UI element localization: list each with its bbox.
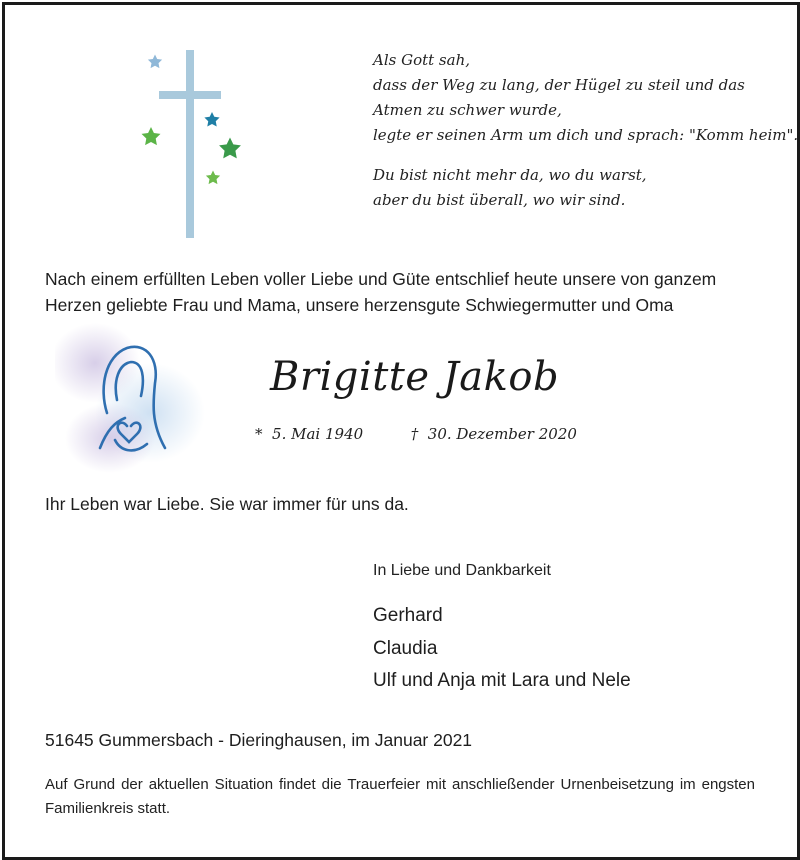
- star-icon: [142, 127, 161, 145]
- death-date: 30. Dezember 2020: [427, 425, 577, 443]
- deceased-name: Brigitte Jakob: [270, 354, 560, 400]
- poem-line: Du bist nicht mehr da, wo du warst,: [373, 166, 647, 184]
- death-symbol: †: [410, 425, 419, 443]
- watercolor-wash: [65, 403, 155, 473]
- star-icon: [219, 138, 241, 159]
- star-icon: [206, 171, 220, 185]
- mourner-name: Gerhard: [373, 605, 443, 626]
- star-icon: [148, 55, 162, 69]
- mourner-name: Claudia: [373, 637, 438, 659]
- cross-vertical-bar: [186, 50, 194, 238]
- madonna-illustration: [55, 318, 205, 478]
- signoff-intro: In Liebe und Dankbarkeit: [373, 562, 551, 579]
- life-dates: [255, 425, 577, 443]
- intro-text: [45, 266, 765, 318]
- poem-stanza: [373, 48, 799, 148]
- poem-line: dass der Weg zu lang, der Hügel zu steil und das: [373, 76, 745, 94]
- mourners-list: [373, 600, 631, 698]
- motto: Ihr Leben war Liebe. Sie war immer für uns da.: [45, 494, 409, 514]
- intro-line: Herzen geliebte Frau und Mama, unsere herzensgute Schwiegermutter und Oma: [45, 295, 674, 315]
- birth-symbol: *: [255, 425, 263, 443]
- star-icon: [204, 112, 219, 126]
- poem-line: legte er seinen Arm um dich und sprach: "Komm heim".: [373, 126, 799, 144]
- cross-with-stars-icon: [140, 44, 250, 244]
- intro-line: Nach einem erfüllten Leben voller Liebe und Güte entschlief heute unsere von ganzem: [45, 269, 717, 289]
- funeral-notice: Auf Grund der aktuellen Situation findet die Trauerfeier mit anschließender Urnenbeisetzung im engsten Familienkreis statt.: [45, 776, 755, 817]
- poem-line: aber du bist überall, wo wir sind.: [373, 191, 626, 209]
- poem-line: Atmen zu schwer wurde,: [373, 101, 562, 119]
- poem: [373, 48, 799, 228]
- poem-stanza: [373, 163, 773, 213]
- mourner-name: Ulf und Anja mit Lara und Nele: [373, 670, 631, 691]
- place-date: 51645 Gummersbach - Dieringhausen, im Januar 2021: [45, 730, 473, 750]
- cross-horizontal-bar: [159, 91, 221, 99]
- birth-date: 5. Mai 1940: [272, 425, 364, 443]
- poem-line: Als Gott sah,: [373, 51, 471, 69]
